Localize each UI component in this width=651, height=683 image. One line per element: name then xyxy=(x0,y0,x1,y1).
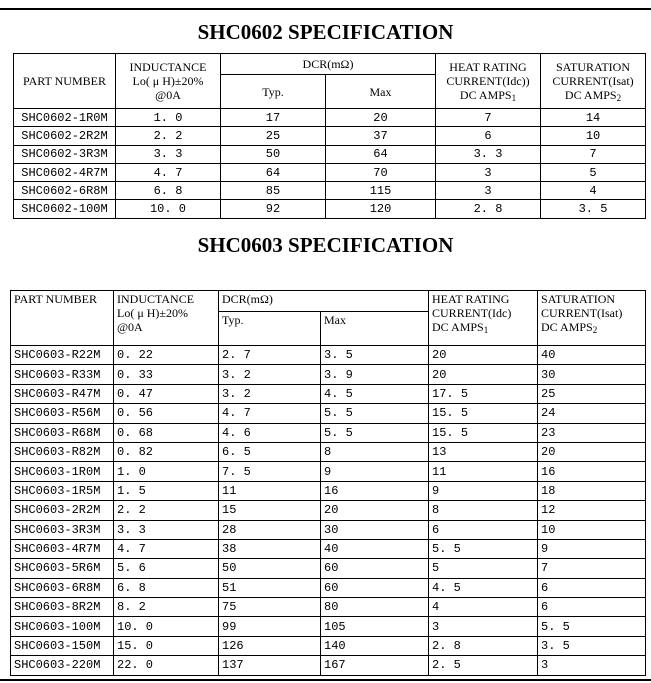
cell: 50 xyxy=(221,145,326,163)
cell: 64 xyxy=(221,163,326,181)
subscript: 1 xyxy=(511,92,517,103)
cell: 4. 5 xyxy=(321,384,429,403)
cell: SHC0603-150M xyxy=(11,636,114,655)
cell: 92 xyxy=(221,200,326,218)
cell: SHC0603-2R2M xyxy=(11,501,114,520)
shc0603-spec-table xyxy=(10,290,646,676)
cell: SHC0603-6R8M xyxy=(11,578,114,597)
cell: 6. 5 xyxy=(219,442,321,461)
cell: 0. 56 xyxy=(114,404,219,423)
cell: SHC0603-8R2M xyxy=(11,598,114,617)
cell: SHC0603-220M xyxy=(11,656,114,675)
cell: 7. 5 xyxy=(219,462,321,481)
cell: 15. 0 xyxy=(114,636,219,655)
cell: 11 xyxy=(219,481,321,500)
cell: 75 xyxy=(219,598,321,617)
cell: 2. 5 xyxy=(429,656,538,675)
shc0602-spec-table xyxy=(13,53,646,219)
cell: 40 xyxy=(321,539,429,558)
subscript: 2 xyxy=(592,325,598,335)
cell: 6 xyxy=(538,598,646,617)
cell: 5. 6 xyxy=(114,559,219,578)
shc0603-title: SHC0603 SPECIFICATION xyxy=(197,233,454,257)
cell: 5. 5 xyxy=(429,539,538,558)
cell: SHC0602-3R3M xyxy=(14,145,116,163)
saturation-header: SATURATION CURRENT(Isat) DC AMPS2 xyxy=(541,54,646,109)
cell: 3. 2 xyxy=(219,384,321,403)
cell: 51 xyxy=(219,578,321,597)
table-row xyxy=(11,384,646,403)
cell: 16 xyxy=(538,462,646,481)
cell: 5 xyxy=(429,559,538,578)
inductance-header: INDUCTANCE Lo( μ H)±20% @0A xyxy=(114,291,219,346)
cell: 18 xyxy=(538,481,646,500)
cell: 30 xyxy=(538,365,646,384)
cell: 30 xyxy=(321,520,429,539)
cell: 7 xyxy=(436,109,541,127)
cell: 37 xyxy=(326,127,436,145)
cell: SHC0602-1R0M xyxy=(14,109,116,127)
cell: SHC0603-1R0M xyxy=(11,462,114,481)
shc0602-table-body xyxy=(14,109,646,219)
cell: SHC0602-6R8M xyxy=(14,182,116,200)
cell: 38 xyxy=(219,539,321,558)
cell: 0. 68 xyxy=(114,423,219,442)
cell: 6. 8 xyxy=(114,578,219,597)
heat-rating-header: HEAT RATING CURRENT(Idc) DC AMPS1 xyxy=(429,291,538,346)
table-row xyxy=(11,656,646,675)
cell: 8. 2 xyxy=(114,598,219,617)
shc0603-table-header xyxy=(11,291,646,346)
cell: 3. 5 xyxy=(541,200,646,218)
cell: 14 xyxy=(541,109,646,127)
cell: SHC0603-R82M xyxy=(11,442,114,461)
table-row xyxy=(11,462,646,481)
cell: 10. 0 xyxy=(116,200,221,218)
cell: 2. 8 xyxy=(436,200,541,218)
cell: 6 xyxy=(538,578,646,597)
cell: SHC0603-R22M xyxy=(11,346,114,365)
cell: 10 xyxy=(541,127,646,145)
cell: 0. 47 xyxy=(114,384,219,403)
cell: 0. 22 xyxy=(114,346,219,365)
cell: 6. 8 xyxy=(116,182,221,200)
table-row xyxy=(14,109,646,127)
cell: 9 xyxy=(538,539,646,558)
cell: 2. 8 xyxy=(429,636,538,655)
cell: SHC0603-R33M xyxy=(11,365,114,384)
cell: SHC0602-2R2M xyxy=(14,127,116,145)
table-row xyxy=(14,163,646,181)
cell: 4 xyxy=(429,598,538,617)
cell: 4. 5 xyxy=(429,578,538,597)
cell: 1. 0 xyxy=(116,109,221,127)
typ-header: Typ. xyxy=(219,312,321,346)
cell: 15. 5 xyxy=(429,423,538,442)
cell: 70 xyxy=(326,163,436,181)
cell: 5 xyxy=(541,163,646,181)
cell: 3. 5 xyxy=(321,346,429,365)
cell: 7 xyxy=(541,145,646,163)
cell: 85 xyxy=(221,182,326,200)
table-row xyxy=(11,423,646,442)
cell: SHC0603-R68M xyxy=(11,423,114,442)
max-header: Max xyxy=(326,75,436,109)
cell: 9 xyxy=(429,481,538,500)
cell: 1. 5 xyxy=(114,481,219,500)
subscript: 1 xyxy=(483,325,489,335)
cell: 28 xyxy=(219,520,321,539)
cell: 8 xyxy=(429,501,538,520)
cell: 7 xyxy=(538,559,646,578)
dcr-header: DCR(mΩ) xyxy=(221,54,436,75)
cell: 13 xyxy=(429,442,538,461)
cell: 4. 7 xyxy=(116,163,221,181)
table-row xyxy=(11,578,646,597)
top-rule xyxy=(0,8,651,10)
table-row xyxy=(11,442,646,461)
cell: 15 xyxy=(219,501,321,520)
cell: 99 xyxy=(219,617,321,636)
cell: 115 xyxy=(326,182,436,200)
cell: SHC0603-1R5M xyxy=(11,481,114,500)
cell: 4 xyxy=(541,182,646,200)
table-row xyxy=(11,559,646,578)
cell: 1. 0 xyxy=(114,462,219,481)
bottom-rule xyxy=(0,679,651,681)
cell: 25 xyxy=(538,384,646,403)
cell: SHC0603-R56M xyxy=(11,404,114,423)
shc0602-table-header xyxy=(14,54,646,109)
dcr-header: DCR(mΩ) xyxy=(219,291,429,312)
cell: 3. 2 xyxy=(219,365,321,384)
cell: 3. 3 xyxy=(116,145,221,163)
shc0603-table-body xyxy=(11,346,646,676)
part-number-header: PART NUMBER xyxy=(14,54,116,109)
cell: 3 xyxy=(538,656,646,675)
table-row xyxy=(11,636,646,655)
cell: 137 xyxy=(219,656,321,675)
cell: 24 xyxy=(538,404,646,423)
shc0602-title: SHC0602 SPECIFICATION xyxy=(197,20,454,44)
cell: SHC0603-100M xyxy=(11,617,114,636)
cell: 0. 33 xyxy=(114,365,219,384)
cell: 22. 0 xyxy=(114,656,219,675)
cell: 3. 9 xyxy=(321,365,429,384)
cell: 4. 7 xyxy=(114,539,219,558)
cell: 40 xyxy=(538,346,646,365)
cell: SHC0603-3R3M xyxy=(11,520,114,539)
cell: 25 xyxy=(221,127,326,145)
cell: SHC0603-5R6M xyxy=(11,559,114,578)
cell: 2. 2 xyxy=(114,501,219,520)
cell: 6 xyxy=(429,520,538,539)
table-row xyxy=(14,145,646,163)
cell: 6 xyxy=(436,127,541,145)
cell: 60 xyxy=(321,578,429,597)
cell: 15. 5 xyxy=(429,404,538,423)
table-row xyxy=(11,617,646,636)
cell: 50 xyxy=(219,559,321,578)
table-row xyxy=(14,200,646,218)
cell: 4. 7 xyxy=(219,404,321,423)
max-header: Max xyxy=(321,312,429,346)
table-row xyxy=(11,404,646,423)
cell: 8 xyxy=(321,442,429,461)
cell: 17. 5 xyxy=(429,384,538,403)
cell: 2. 7 xyxy=(219,346,321,365)
cell: 20 xyxy=(321,501,429,520)
cell: 3. 5 xyxy=(538,636,646,655)
table-row xyxy=(14,182,646,200)
table-row xyxy=(11,598,646,617)
table-row xyxy=(11,481,646,500)
table-row xyxy=(11,346,646,365)
cell: 20 xyxy=(429,346,538,365)
cell: 167 xyxy=(321,656,429,675)
cell: 3 xyxy=(436,182,541,200)
cell: 60 xyxy=(321,559,429,578)
typ-header: Typ. xyxy=(221,75,326,109)
cell: SHC0603-R47M xyxy=(11,384,114,403)
cell: 5. 5 xyxy=(321,423,429,442)
cell: SHC0603-4R7M xyxy=(11,539,114,558)
table-row xyxy=(11,520,646,539)
inductance-header: INDUCTANCE Lo( μ H)±20% @0A xyxy=(116,54,221,109)
cell: 2. 2 xyxy=(116,127,221,145)
cell: 16 xyxy=(321,481,429,500)
cell: 10. 0 xyxy=(114,617,219,636)
cell: 64 xyxy=(326,145,436,163)
header-row xyxy=(11,291,646,312)
table-row xyxy=(11,501,646,520)
cell: SHC0602-100M xyxy=(14,200,116,218)
cell: 20 xyxy=(326,109,436,127)
cell: 126 xyxy=(219,636,321,655)
cell: 4. 6 xyxy=(219,423,321,442)
cell: 10 xyxy=(538,520,646,539)
cell: 140 xyxy=(321,636,429,655)
table-row xyxy=(11,365,646,384)
cell: 0. 82 xyxy=(114,442,219,461)
heat-rating-header: HEAT RATING CURRENT(Idc)) DC AMPS1 xyxy=(436,54,541,109)
cell: 5. 5 xyxy=(321,404,429,423)
cell: 120 xyxy=(326,200,436,218)
cell: 3 xyxy=(429,617,538,636)
cell: 3 xyxy=(436,163,541,181)
cell: SHC0602-4R7M xyxy=(14,163,116,181)
cell: 23 xyxy=(538,423,646,442)
cell: 5. 5 xyxy=(538,617,646,636)
part-number-header: PART NUMBER xyxy=(11,291,114,346)
cell: 80 xyxy=(321,598,429,617)
table-row xyxy=(14,127,646,145)
cell: 105 xyxy=(321,617,429,636)
table-row xyxy=(11,539,646,558)
cell: 12 xyxy=(538,501,646,520)
cell: 3. 3 xyxy=(436,145,541,163)
cell: 9 xyxy=(321,462,429,481)
cell: 11 xyxy=(429,462,538,481)
cell: 20 xyxy=(538,442,646,461)
cell: 17 xyxy=(221,109,326,127)
cell: 20 xyxy=(429,365,538,384)
header-row xyxy=(14,54,646,75)
subscript: 2 xyxy=(616,92,622,103)
cell: 3. 3 xyxy=(114,520,219,539)
saturation-header: SATURATION CURRENT(Isat) DC AMPS2 xyxy=(538,291,646,346)
